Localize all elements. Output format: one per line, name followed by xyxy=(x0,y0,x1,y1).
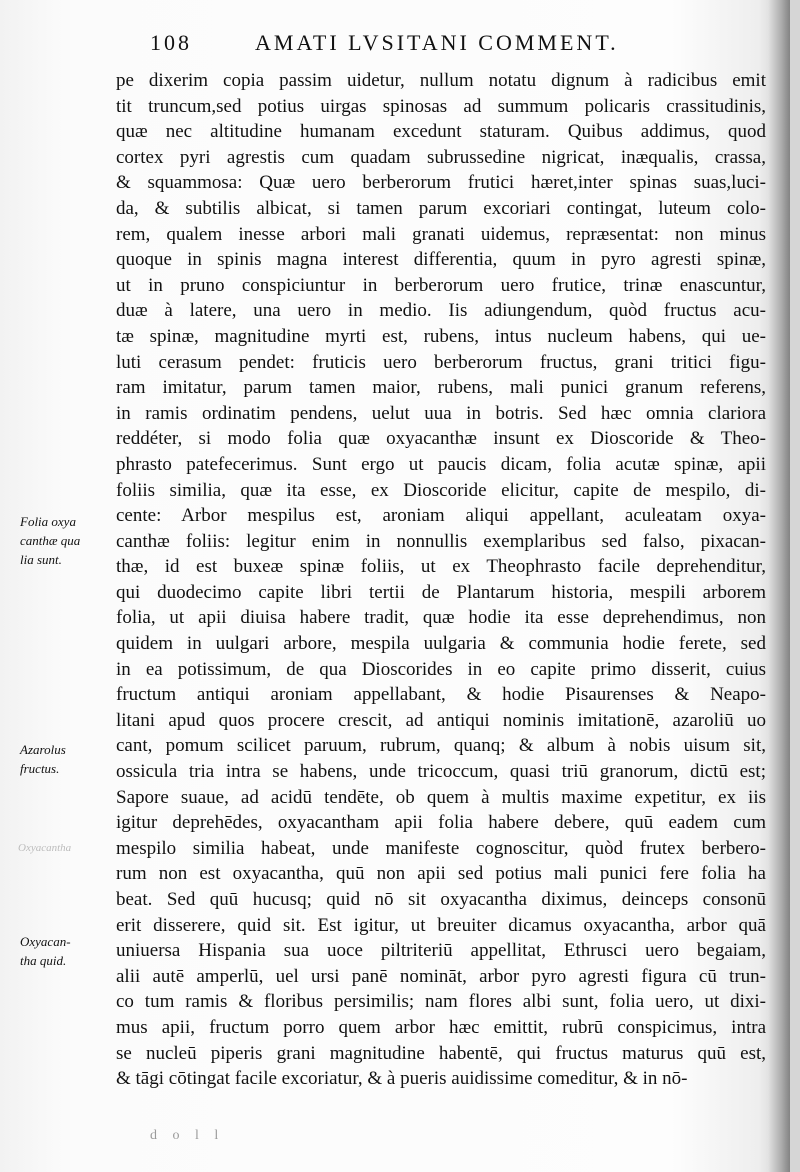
text-line: duæ à latere, una uero in medio. Iis adiungendum, quòd fructus acu- xyxy=(116,300,766,322)
text-line: thæ, id est buxeæ spinæ foliis, ut ex Theophrasto facile deprehenditur, xyxy=(116,556,766,578)
text-line: ossicula tria intra se habens, unde tricoccum, quasi triū granorum, dictū est; xyxy=(116,761,766,783)
text-line: mespilo similia habeat, unde manifeste cognoscitur, quòd frutex berbero- xyxy=(116,837,766,859)
margin-note-line: fructus. xyxy=(20,761,60,776)
margin-note-line: Azarolus xyxy=(20,742,66,757)
text-line: da, & subtilis albicat, si tamen parum excoriari contingat, luteum colo- xyxy=(116,197,766,219)
margin-note-line: canthæ qua xyxy=(20,533,81,548)
text-line: quidem in uulgari arbore, mespila uulgaria & communia hodie ferete, sed xyxy=(116,633,766,655)
text-line: qui duodecimo capite libri tertii de Plantarum historia, mespili arborem xyxy=(116,581,766,603)
text-line: beat. Sed quū hucusq; quid nō sit oxyacantha diximus, deinceps consonū xyxy=(116,889,766,910)
text-line: alii autē amperlū, uel ursi panē nomināt, arbor pyro agresti figura cū trun- xyxy=(116,965,766,987)
text-line: cortex pyri agrestis cum quadam subrussedine nigricat, inæqualis, crassa, xyxy=(116,146,766,168)
text-line: litani apud quos procere crescit, ad antiqui nominis imitationē, azaroliū uo xyxy=(116,709,766,731)
text-line: phrasto patefecerimus. Sunt ergo ut paucis dicam, folia acutæ spinæ, apii xyxy=(116,453,766,475)
text-line: ut in pruno conspiciuntur in berberorum uero frutice, trinæ enascuntur, xyxy=(116,274,766,296)
text-line: se nucleū piperis grani magnitudine habentē, qui fructus maturus quū est, xyxy=(116,1042,766,1064)
margin-note-line: lia sunt. xyxy=(20,552,62,567)
margin-note-oxyacantha xyxy=(20,932,115,970)
running-head xyxy=(150,30,750,60)
text-line: in ramis ordinatim pendens, uelut uua in botris. Sed hæc omnia clariora xyxy=(116,402,766,424)
text-line: foliis similia, quæ ita esse, ex Dioscoride elicitur, capite de mespilo, di- xyxy=(116,479,766,501)
text-line: & tāgi cōtingat facile excoriatur, & à pueris auidissime comeditur, & in nō- xyxy=(116,1068,688,1090)
running-title: AMATI LVSITANI COMMENT. xyxy=(255,30,619,55)
margin-note-line: Oxyacan- xyxy=(20,934,71,949)
text-line: igitur deprehēdes, oxyacantham apii folia habere debere, quū eadem cum xyxy=(116,812,766,834)
text-line: luti cerasum pendet: fruticis uero berberorum fructus, grani tritici figu- xyxy=(116,351,766,373)
faint-foot-mark: d o l l xyxy=(150,1128,225,1143)
text-line: uniuersa Hispania sua uoce piltriteriū appellitat, Ethrusci uero begaiam, xyxy=(116,940,766,962)
body-text xyxy=(116,68,766,1092)
text-line: tit truncum,sed potius uirgas spinosas ad summum policaris crassitudinis, xyxy=(116,95,766,117)
text-line: cant, pomum scilicet paruum, rubrum, quanq; & album à nobis uisum sit, xyxy=(116,735,766,757)
text-line: reddéter, si modo folia quæ oxyacanthæ insunt ex Dioscoride & Theo- xyxy=(116,428,766,450)
margin-note-folia xyxy=(20,512,115,569)
text-line: co tum ramis & floribus persimilis; nam flores albi sunt, folia uero, ut dixi- xyxy=(116,991,766,1013)
text-line: rum non est oxyacantha, quū non apii sed potius mali punici fere folia ha xyxy=(116,863,766,885)
text-line: mus apii, fructum porro quem arbor hæc emittit, rubrū conspicimus, intra xyxy=(116,1016,766,1038)
spine-shadow xyxy=(768,0,790,1172)
text-line: quæ nec altitudine humanam excedunt staturam. Quibus addimus, quod xyxy=(116,121,766,143)
text-line: rem, qualem inesse arbori mali granati uidemus, repræsentat: non minus xyxy=(116,223,766,245)
text-line: folia, ut apii diuisa habere tradit, quæ hodie ita esse deprehendimus, non xyxy=(116,607,766,629)
text-line: Sapore suaue, ad acidū tendēte, ob quem à multis maxime expetitur, ex iis xyxy=(116,786,766,808)
text-line: fructum antiqui aroniam appellabant, & hodie Pisaurenses & Neapo- xyxy=(116,684,766,706)
text-line: tæ spinæ, magnitudine myrti est, rubens, intus nucleum habens, qui ue- xyxy=(116,325,766,347)
text-line: ram imitatur, parum tamen maior, rubens, mali punici granum referens, xyxy=(116,377,766,399)
margin-note-line: tha quid. xyxy=(20,953,67,968)
margin-note-azarolus xyxy=(20,740,115,778)
text-line: in ea potissimum, de qua Dioscorides in eo capite primo disserit, cuius xyxy=(116,658,766,680)
text-line: pe dixerim copia passim uidetur, nullum notatu dignum à radicibus emit xyxy=(116,70,766,91)
text-line: cente: Arbor mespilus est, aroniam aliqui appellant, aculeatam oxya- xyxy=(116,505,766,527)
text-line: quoque in spinis magna interest differentia, quum in pyro agresti spinæ, xyxy=(116,249,766,271)
text-line: & squammosa: Quæ uero berberorum frutici hæret,inter spinas suas,luci- xyxy=(116,172,766,194)
page-number: 108 xyxy=(150,30,192,55)
margin-note-line: Folia oxya xyxy=(20,514,76,529)
text-line: erit disserere, quid sit. Est igitur, ut breuiter dicamus oxyacantha, arbor quā xyxy=(116,914,766,936)
faint-margin-mark: Oxyacantha xyxy=(18,842,72,854)
text-line: canthæ foliis: legitur enim in nonnullis exemplaribus sed falso, pixacan- xyxy=(116,530,766,552)
